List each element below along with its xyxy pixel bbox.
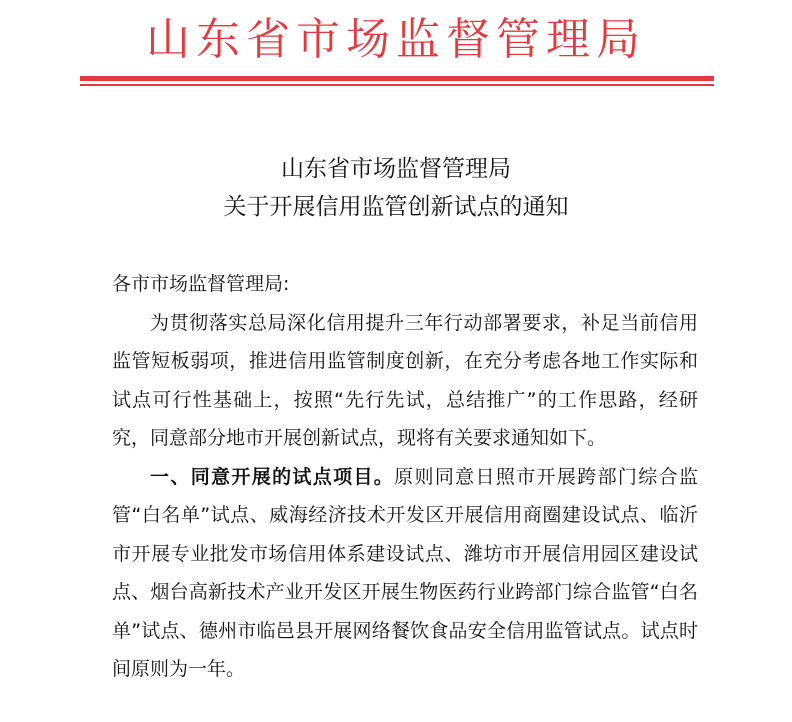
salutation: 各市市场监督管理局: — [112, 273, 290, 295]
masthead-red-rule-thin — [80, 84, 714, 86]
document-masthead — [0, 0, 792, 100]
document-body — [112, 265, 698, 689]
document-title-line-1: 山东省市场监督管理局 — [281, 156, 511, 182]
document-title — [0, 150, 792, 226]
document-title-line-2: 关于开展信用监管创新试点的通知 — [223, 194, 569, 220]
masthead-red-rule-thick — [80, 76, 714, 81]
body-paragraph-1: 为贯彻落实总局深化信用提升三年行动部署要求，补足当前信用监管短板弱项，推进信用监管制度创新，在充分考虑各地工作实际和试点可行性基础上，按照“先行先试，总结推广”的工作思路，经研究，同意部分地市开展创新试点，现将有关要求通知如下。 — [112, 311, 698, 449]
section-1-paragraph — [112, 458, 698, 689]
masthead-org-title: 山东省市场监督管理局 — [146, 14, 646, 65]
section-1-body: 原则同意日照市开展跨部门综合监管“白名单”试点、威海经济技术开发区开展信用商圈建设试点、临沂市开展专业批发市场信用体系建设试点、潍坊市开展信用园区建设试点、烟台高新技术产业开发区开展生物医药行业跨部门综合监管“白名单”试点、德州市临邑县开展网络餐饮食品安全信用监管试点。试点时间原则为一年。 — [112, 465, 698, 680]
section-1-heading: 一、同意开展的试点项目。 — [150, 465, 395, 488]
